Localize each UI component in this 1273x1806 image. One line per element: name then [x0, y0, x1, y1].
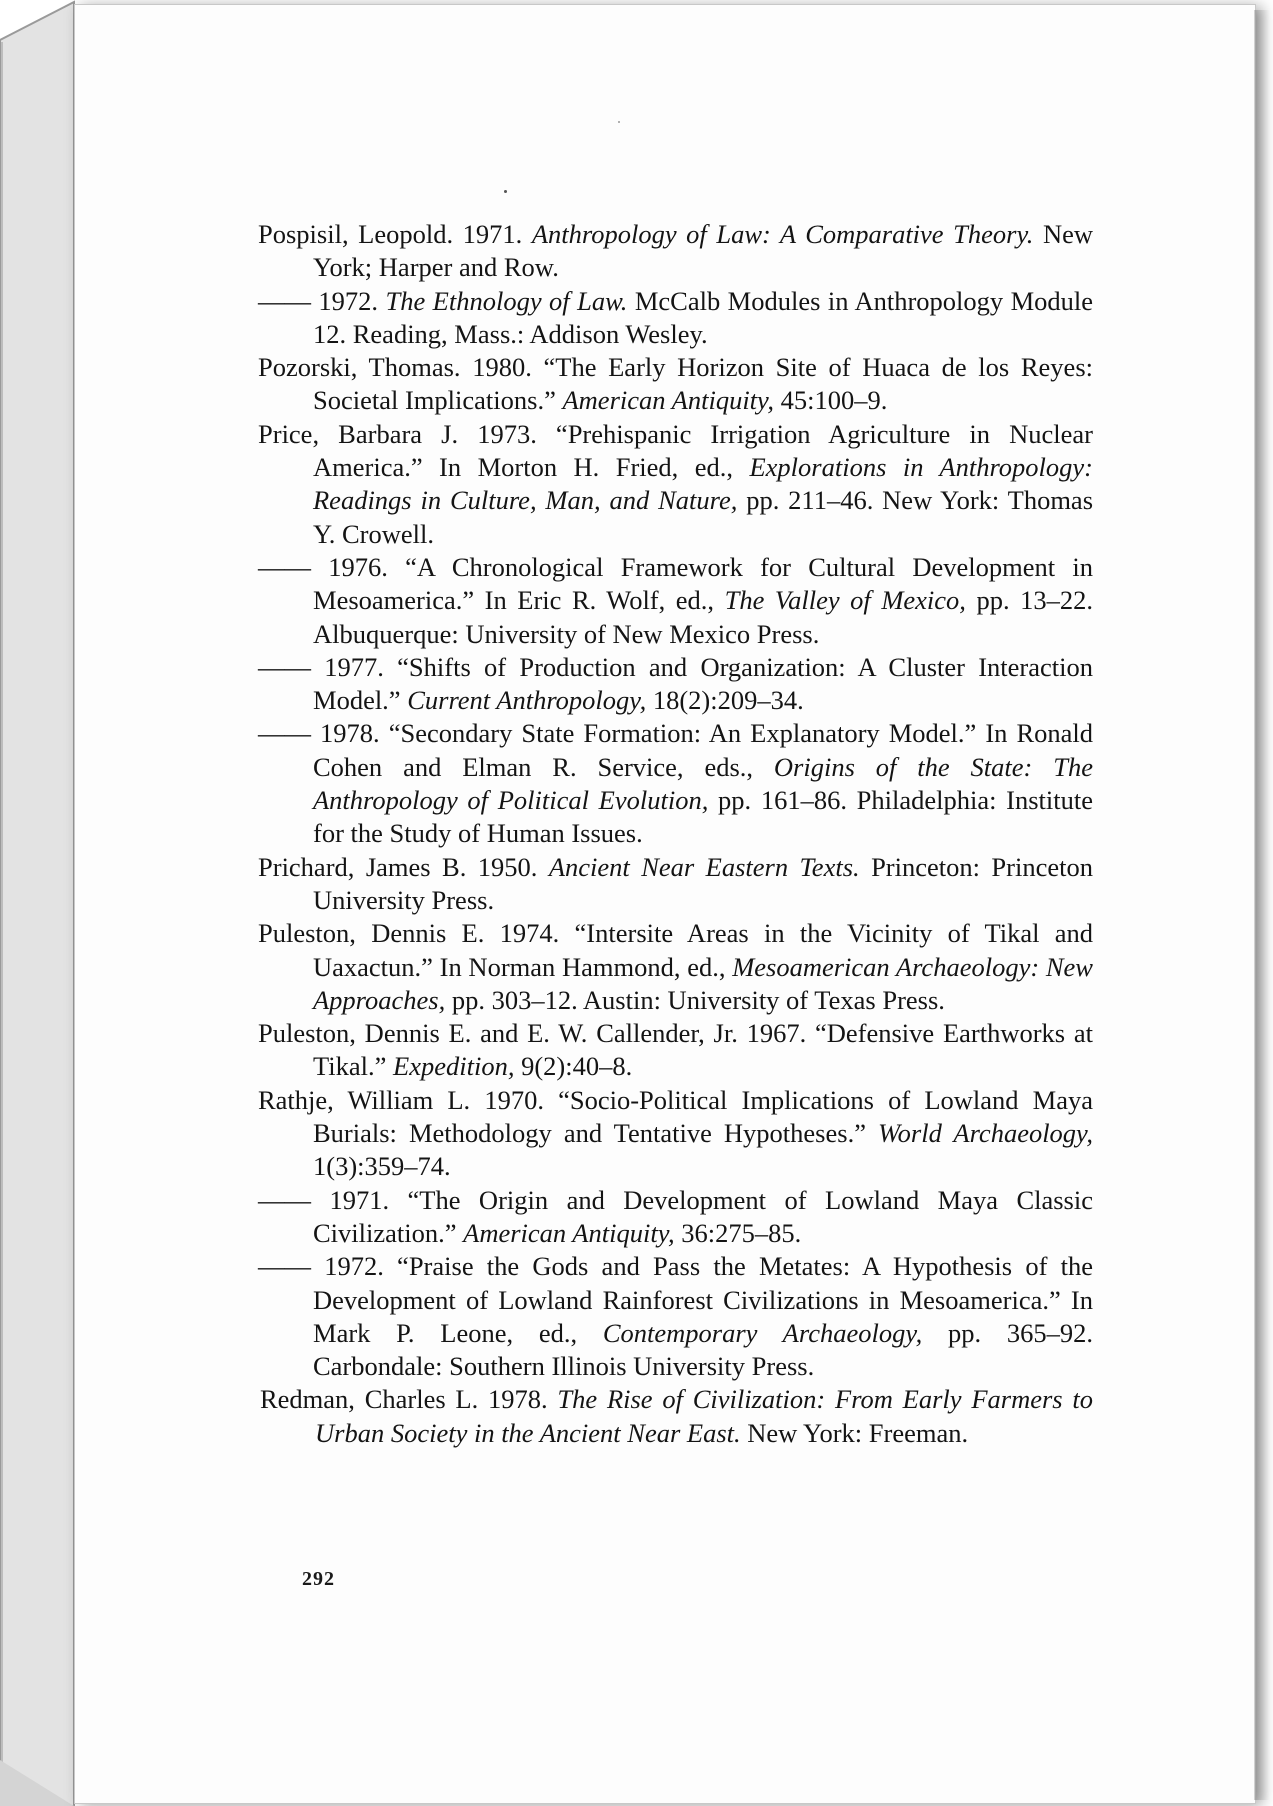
entry-author-year: Puleston, Dennis E. 1974. “Intersite Areas in the Vicinity of Tikal and Uaxactun.” In Norman Hammond, ed.,	[258, 918, 1093, 982]
page-edge-shadow	[1254, 10, 1270, 1800]
entry-publication: pp. 161–86. Philadelphia: Institute for the Study of Human Issues.	[313, 785, 1094, 849]
entry-author-year: Pozorski, Thomas. 1980. “The Early Horizon Site of Huaca de los Reyes: Societal Implications.”	[258, 352, 1093, 416]
entry-author-year: Prichard, James B. 1950.	[258, 851, 549, 882]
entry-title: The Valley of Mexico,	[724, 585, 966, 616]
entry-title: American Antiquity,	[463, 1217, 675, 1248]
reference-list	[258, 218, 1093, 1450]
entry-title: Expedition,	[393, 1051, 515, 1082]
entry-publication: Princeton: Princeton University Press.	[313, 851, 1093, 915]
reference-entry	[258, 551, 1093, 651]
entry-author-year: —— 1978. “Secondary State Formation: An Explanatory Model.” In Ronald Cohen and Elman R. Service, eds.,	[258, 718, 1093, 782]
entry-title: Origins of the State: The Anthropology of Political Evolution,	[313, 751, 1093, 816]
entry-author-year: —— 1976. “A Chronological Framework for Cultural Development in Mesoamerica.” In Eric R. Wolf, ed.,	[258, 551, 1093, 616]
entry-publication: 9(2):40–8.	[514, 1051, 633, 1082]
reference-entry	[258, 351, 1093, 418]
entry-author-year: —— 1972.	[258, 285, 386, 316]
entry-publication: McCalb Modules in Anthropology Module 12. Reading, Mass.: Addison Wesley.	[313, 285, 1094, 349]
entry-title: Ancient Near Eastern Texts.	[548, 851, 860, 882]
entry-publication: pp. 211–46. New York: Thomas Y. Crowell.	[313, 485, 1094, 549]
entry-publication: New York; Harper and Row.	[313, 219, 1093, 283]
entry-title: The Ethnology of Law.	[385, 285, 628, 316]
entry-author-year: Rathje, William L. 1970. “Socio-Political Implications of Lowland Maya Burials: Methodology and Tentative Hypotheses.”	[258, 1084, 1093, 1149]
print-speck	[504, 190, 507, 193]
entry-title: American Antiquity,	[562, 385, 774, 416]
entry-publication: pp. 303–12. Austin: University of Texas Press.	[445, 984, 945, 1015]
reference-entry	[258, 1017, 1093, 1084]
entry-title: Anthropology of Law: A Comparative Theory.	[531, 219, 1034, 249]
entry-author-year: Redman, Charles L. 1978.	[260, 1384, 558, 1415]
entry-title: Current Anthropology,	[407, 685, 647, 716]
entry-author-year: Pospisil, Leopold. 1971.	[258, 219, 532, 249]
reference-entry	[258, 218, 1093, 285]
entry-publication: 36:275–85.	[674, 1217, 802, 1248]
reference-entry	[258, 717, 1093, 850]
reference-entry	[258, 418, 1093, 551]
entry-title: Mesoamerican Archaeology: New Approaches,	[313, 951, 1093, 1015]
reference-entry	[258, 1184, 1093, 1251]
entry-title: The Rise of Civilization: From Early Farmers to Urban Society in the Ancient Near East.	[315, 1384, 1093, 1448]
reference-entry	[258, 1084, 1093, 1184]
entry-publication: 1(3):359–74.	[313, 1151, 451, 1182]
entry-title: Explorations in Anthropology: Readings in Culture, Man, and Nature,	[313, 452, 1093, 516]
reference-entry	[258, 651, 1093, 718]
reference-entry	[258, 851, 1093, 918]
reference-entry	[258, 917, 1093, 1017]
entry-author-year: —— 1977. “Shifts of Production and Organization: A Cluster Interaction Model.”	[258, 651, 1093, 716]
entry-publication: pp. 365–92. Carbondale: Southern Illinois University Press.	[313, 1317, 1093, 1382]
reference-entry	[258, 285, 1093, 352]
entry-author-year: Puleston, Dennis E. and E. W. Callender, Jr. 1967. “Defensive Earthworks at Tikal.”	[258, 1018, 1093, 1082]
reference-entry	[262, 1383, 1093, 1450]
reference-entry	[258, 1250, 1093, 1383]
entry-author-year: Price, Barbara J. 1973. “Prehispanic Irrigation Agriculture in Nuclear America.” In Morton H. Fried, ed.,	[258, 418, 1093, 483]
entry-publication: 45:100–9.	[773, 385, 888, 416]
page-number: 292	[302, 1568, 335, 1590]
entry-title: World Archaeology,	[878, 1118, 1093, 1149]
book-spine	[0, 0, 78, 1806]
entry-title: Contemporary Archaeology,	[602, 1317, 923, 1348]
entry-author-year: —— 1971. “The Origin and Development of Lowland Maya Classic Civilization.”	[258, 1184, 1093, 1248]
entry-author-year: —— 1972. “Praise the Gods and Pass the Metates: A Hypothesis of the Development of Lowland Rainforest Civilizations in Mesoamerica.” In Mark P. Leone, ed.,	[258, 1251, 1093, 1348]
entry-publication: New York: Freeman.	[740, 1417, 969, 1448]
print-speck	[618, 121, 620, 123]
entry-publication: 18(2):209–34.	[646, 685, 804, 716]
entry-publication: pp. 13–22. Albuquerque: University of New Mexico Press.	[313, 585, 1093, 649]
